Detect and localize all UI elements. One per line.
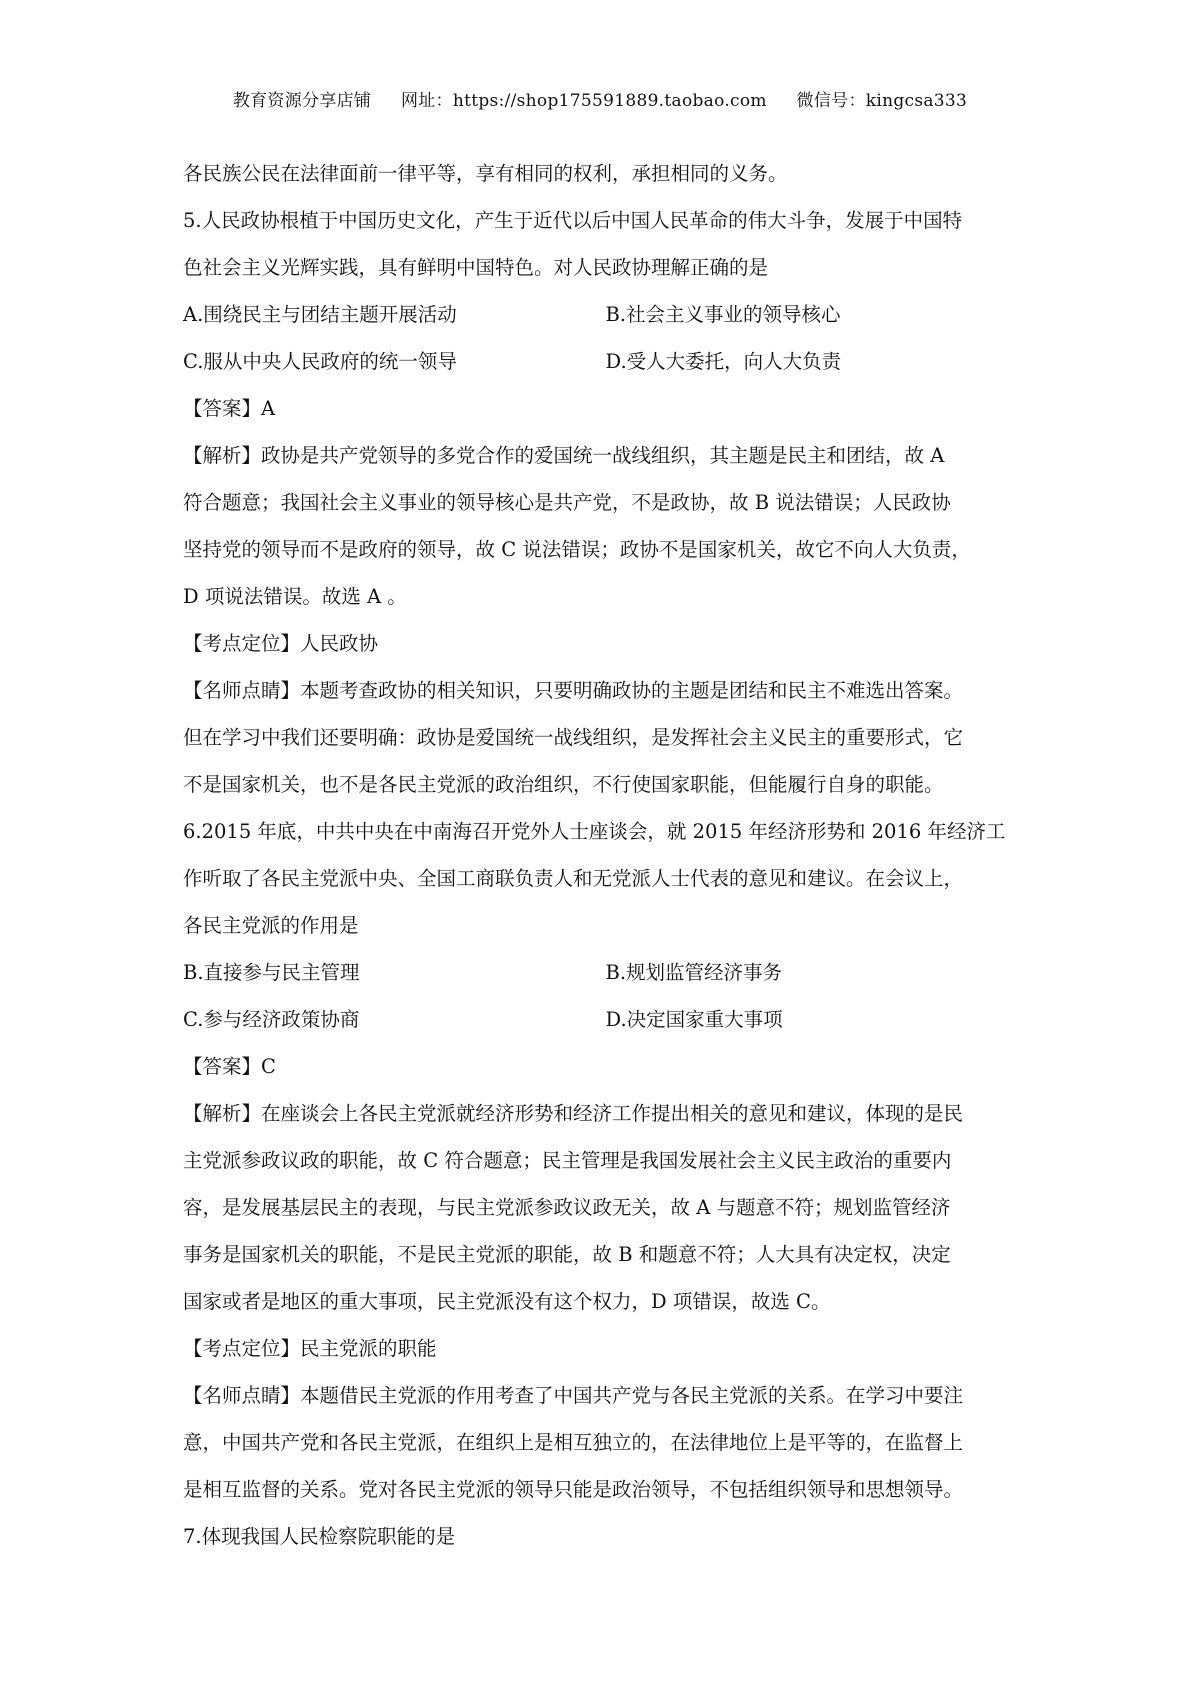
- teacher-note-line: 是相互监督的关系。党对各民主党派的领导只能是政治领导，不包括组织领导和思想领导。: [183, 1478, 964, 1501]
- option-c: C.服从中央人民政府的统一领导: [183, 350, 457, 373]
- key-point: 【考点定位】人民政协: [183, 632, 379, 655]
- option-b: B.规划监管经济事务: [605, 961, 783, 984]
- analysis-line: 主党派参政议政的职能，故 C 符合题意；民主管理是我国发展社会主义民主政治的重要内: [183, 1149, 952, 1172]
- teacher-note-line: 【名师点睛】本题考查政协的相关知识，只要明确政协的主题是团结和民主不难选出答案。: [183, 679, 964, 702]
- text-line: 各民族公民在法律面前一律平等，享有相同的权利，承担相同的义务。: [183, 162, 788, 185]
- question-5-stem: 5.人民政协根植于中国历史文化，产生于近代以后中国人民革命的伟大斗争，发展于中国特: [183, 209, 963, 232]
- analysis-line: 容，是发展基层民主的表现，与民主党派参政议政无关，故 A 与题意不符；规划监管经济: [183, 1196, 951, 1219]
- question-6-options-row-1: [183, 949, 1028, 996]
- question-5-options-row-2: [183, 338, 1028, 385]
- option-d: D.决定国家重大事项: [605, 1008, 783, 1031]
- analysis-line: 【解析】政协是共产党领导的多党合作的爱国统一战线组织，其主题是民主和团结，故 A: [183, 444, 945, 467]
- analysis-line: 国家或者是地区的重大事项，民主党派没有这个权力，D 项错误，故选 C。: [183, 1290, 831, 1313]
- question-5-stem: 色社会主义光辉实践，具有鲜明中国特色。对人民政协理解正确的是: [183, 256, 769, 279]
- key-point: 【考点定位】民主党派的职能: [183, 1337, 437, 1360]
- analysis-line: 符合题意；我国社会主义事业的领导核心是共产党，不是政协，故 B 说法错误；人民政协: [183, 491, 951, 514]
- wechat-id: 微信号：kingcsa333: [796, 91, 968, 111]
- option-c: C.参与经济政策协商: [183, 1008, 360, 1031]
- analysis-line: 【解析】在座谈会上各民主党派就经济形势和经济工作提出相关的意见和建议，体现的是民: [183, 1102, 964, 1125]
- document-body: [183, 150, 1028, 1560]
- teacher-note-line: 意，中国共产党和各民主党派，在组织上是相互独立的，在法律地位上是平等的，在监督上: [183, 1431, 964, 1454]
- question-6-stem: 各民主党派的作用是: [183, 914, 359, 937]
- question-6-stem: 6.2015 年底，中共中央在中南海召开党外人士座谈会，就 2015 年经济形势和 2016 年经济工: [183, 820, 1006, 843]
- option-a: A.围绕民主与团结主题开展活动: [183, 303, 457, 326]
- shop-url: 网址：https://shop175591889.taobao.com: [400, 91, 767, 111]
- option-b: B.社会主义事业的领导核心: [605, 303, 841, 326]
- analysis-line: D 项说法错误。故选 A 。: [183, 585, 407, 608]
- question-6-options-row-2: [183, 996, 1028, 1043]
- question-6-stem: 作听取了各民主党派中央、全国工商联负责人和无党派人士代表的意见和建议。在会议上，: [183, 867, 964, 890]
- analysis-line: 坚持党的领导而不是政府的领导，故 C 说法错误；政协不是国家机关，故它不向人大负责，: [183, 538, 971, 561]
- question-7-stem: 7.体现我国人民检察院职能的是: [183, 1525, 456, 1548]
- shop-name: 教育资源分享店铺: [232, 91, 372, 111]
- answer: 【答案】C: [183, 1055, 276, 1078]
- teacher-note-line: 【名师点睛】本题借民主党派的作用考查了中国共产党与各民主党派的关系。在学习中要注: [183, 1384, 964, 1407]
- teacher-note-line: 但在学习中我们还要明确：政协是爱国统一战线组织，是发挥社会主义民主的重要形式，它: [183, 726, 964, 749]
- page-header: [0, 86, 1200, 111]
- option-d: D.受人大委托，向人大负责: [605, 350, 842, 373]
- answer: 【答案】A: [183, 397, 276, 420]
- analysis-line: 事务是国家机关的职能，不是民主党派的职能，故 B 和题意不符；人大具有决定权，决定: [183, 1243, 951, 1266]
- question-5-options-row-1: [183, 291, 1028, 338]
- option-a: B.直接参与民主管理: [183, 961, 360, 984]
- teacher-note-line: 不是国家机关，也不是各民主党派的政治组织，不行使国家职能，但能履行自身的职能。: [183, 773, 944, 796]
